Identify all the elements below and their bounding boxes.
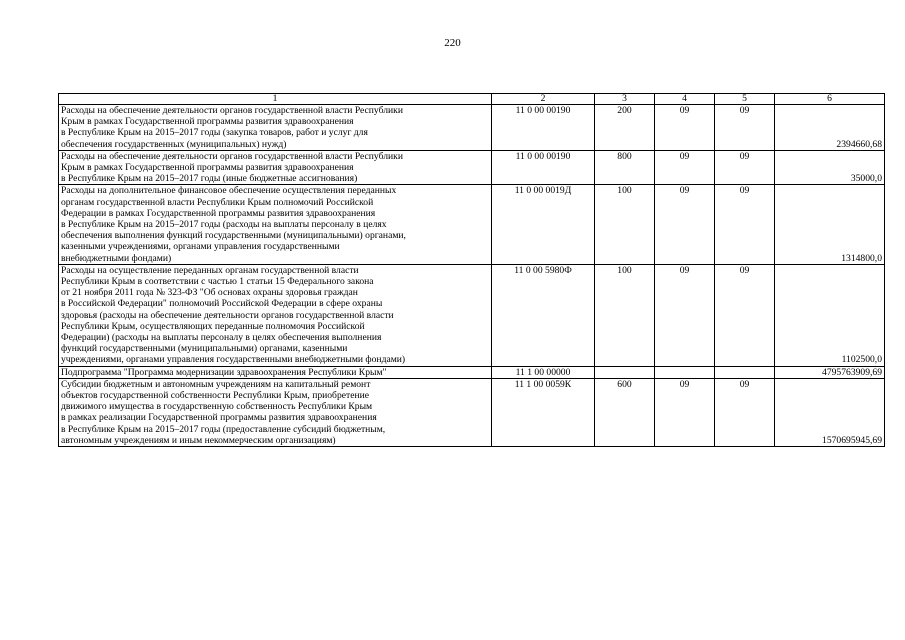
row-col4: 09 — [655, 150, 715, 185]
row-code: 11 0 00 0019Д — [492, 185, 595, 264]
row-col4: 09 — [655, 105, 715, 151]
row-col3: 100 — [595, 264, 655, 366]
row-col5: 09 — [715, 264, 775, 366]
row-description: Расходы на обеспечение деятельности органов государственной власти Республики Крым в рамках Государственной программы развития здравоохранения в Республике Крым на 2015–2017 годы (закупка товаров, работ и услуг для обеспечения государственных (муниципальных) нужд) — [59, 105, 492, 151]
budget-table — [58, 93, 885, 447]
table-row — [59, 105, 885, 151]
row-code: 11 0 00 00190 — [492, 150, 595, 185]
row-col4: 09 — [655, 264, 715, 366]
row-col5: 09 — [715, 378, 775, 446]
column-header-4: 4 — [655, 94, 715, 105]
column-header-5: 5 — [715, 94, 775, 105]
row-col5: 09 — [715, 185, 775, 264]
row-amount: 1570695945,69 — [775, 378, 885, 446]
column-header-3: 3 — [595, 94, 655, 105]
table-row — [59, 150, 885, 185]
row-description: Расходы на дополнительное финансовое обеспечение осуществления переданных органам государственной власти Республики Крым полномочий Российской Федерации в рамках Государственной программы развития здравоохранения в Республике Крым на 2015–2017 годы (расходы на выплаты персоналу в целях обеспечения выполнения функций государственными (муниципальными) органами, казенными учреждениями, органами управления государственными внебюджетными фондами) — [59, 185, 492, 264]
row-code: 11 1 00 0059К — [492, 378, 595, 446]
row-amount: 4795763909,69 — [775, 366, 885, 378]
row-amount: 35000,0 — [775, 150, 885, 185]
row-col5 — [715, 366, 775, 378]
column-header-6: 6 — [775, 94, 885, 105]
row-description: Расходы на осуществление переданных органам государственной власти Республики Крым в соответствии с частью 1 статьи 15 Федерального закона от 21 ноября 2011 года № 323-ФЗ "Об основах охраны здоровья граждан в Российской Федерации" полномочий Российской Федерации в сфере охраны здоровья (расходы на обеспечение деятельности органов государственной власти Республики Крым, осуществляющих переданные полномочия Российской Федерации) (расходы на выплаты персоналу в целях обеспечения выполнения функций государственными (муниципальными) органами, казенными учреждениями, органами управления государственными внебюджетными фондами) — [59, 264, 492, 366]
row-col5: 09 — [715, 150, 775, 185]
row-col4: 09 — [655, 185, 715, 264]
row-col5: 09 — [715, 105, 775, 151]
page-number: 220 — [444, 37, 461, 49]
row-description: Расходы на обеспечение деятельности органов государственной власти Республики Крым в рамках Государственной программы развития здравоохранения в Республике Крым на 2015–2017 годы (иные бюджетные ассигнования) — [59, 150, 492, 185]
row-col3 — [595, 366, 655, 378]
column-header-2: 2 — [492, 94, 595, 105]
table-row — [59, 264, 885, 366]
row-amount: 1314800,0 — [775, 185, 885, 264]
table-row — [59, 185, 885, 264]
column-header-1: 1 — [59, 94, 492, 105]
row-code: 11 0 00 5980Ф — [492, 264, 595, 366]
row-code: 11 1 00 00000 — [492, 366, 595, 378]
table-header-row — [59, 94, 885, 105]
table-row — [59, 378, 885, 446]
row-description: Подпрограмма "Программа модернизации здравоохранения Республики Крым" — [59, 366, 492, 378]
row-col3: 800 — [595, 150, 655, 185]
row-col4 — [655, 366, 715, 378]
row-col3: 600 — [595, 378, 655, 446]
row-col3: 200 — [595, 105, 655, 151]
row-amount: 1102500,0 — [775, 264, 885, 366]
row-code: 11 0 00 00190 — [492, 105, 595, 151]
row-amount: 2394660,68 — [775, 105, 885, 151]
table-row — [59, 366, 885, 378]
row-col4: 09 — [655, 378, 715, 446]
row-col3: 100 — [595, 185, 655, 264]
row-description: Субсидии бюджетным и автономным учреждениям на капитальный ремонт объектов государственной собственности Республики Крым, приобретение движимого имущества в государственную собственность Республики Крым в рамках реализации Государственной программы развития здравоохранения в Республике Крым на 2015–2017 годы (предоставление субсидий бюджетным, автономным учреждениям и иным некоммерческим организациям) — [59, 378, 492, 446]
